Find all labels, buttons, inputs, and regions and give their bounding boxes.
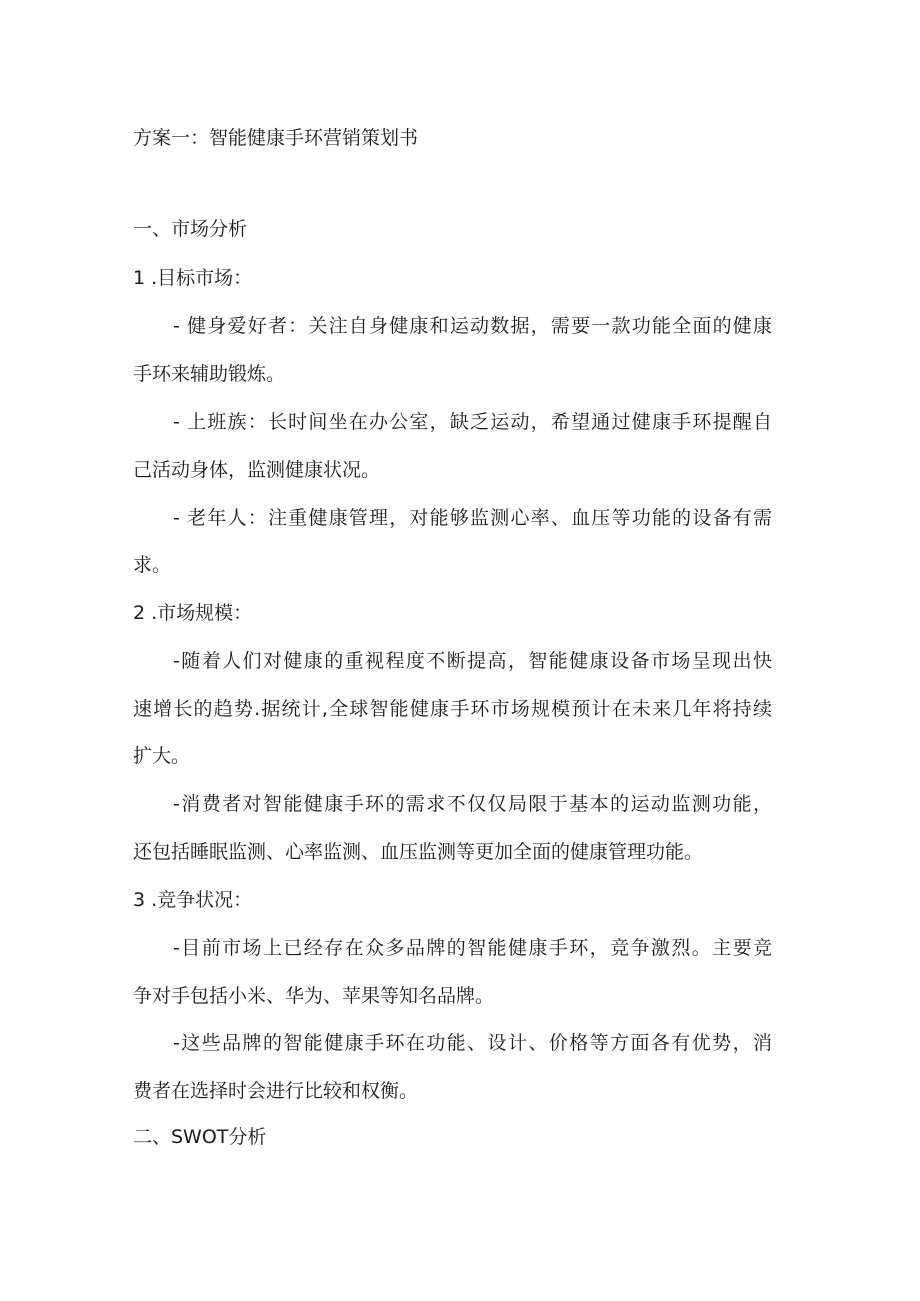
paragraph-line: -随着人们对健康的重视程度不断提高，智能健康设备市场呈现出快 bbox=[173, 650, 772, 672]
paragraph-line: 己活动身体，监测健康状况。 bbox=[133, 459, 381, 481]
paragraph-line: 费者在选择时会进行比较和权衡。 bbox=[133, 1080, 419, 1102]
subheading-competition: 3 .竞争状况： bbox=[133, 889, 253, 911]
section-heading-swot: 二、SWOT分析 bbox=[133, 1126, 267, 1148]
paragraph-line: - 上班族：长时间坐在办公室，缺乏运动，希望通过健康手环提醒自 bbox=[173, 411, 772, 433]
paragraph-line: 求。 bbox=[133, 554, 172, 576]
paragraph-line: -消费者对智能健康手环的需求不仅仅局限于基本的运动监测功能， bbox=[173, 793, 772, 815]
paragraph-line: 扩大。 bbox=[133, 745, 191, 767]
paragraph-line: -这些品牌的智能健康手环在功能、设计、价格等方面各有优势，消 bbox=[173, 1032, 772, 1054]
paragraph-line: 争对手包括小米、华为、苹果等知名品牌。 bbox=[133, 985, 495, 1007]
paragraph-line: 手环来辅助锻炼。 bbox=[133, 363, 286, 385]
paragraph-line: -目前市场上已经存在众多品牌的智能健康手环，竞争激烈。主要竞 bbox=[173, 937, 772, 959]
paragraph-line: - 健身爱好者：关注自身健康和运动数据，需要一款功能全面的健康 bbox=[173, 315, 772, 337]
section-heading-market-analysis: 一、市场分析 bbox=[133, 218, 248, 240]
document-title: 方案一：智能健康手环营销策划书 bbox=[133, 127, 419, 149]
paragraph-line: 还包括睡眠监测、心率监测、血压监测等更加全面的健康管理功能。 bbox=[133, 841, 704, 863]
subheading-target-market: 1 .目标市场： bbox=[133, 267, 253, 289]
subheading-market-scale: 2 .市场规模： bbox=[133, 602, 253, 624]
paragraph-line: - 老年人：注重健康管理，对能够监测心率、血压等功能的设备有需 bbox=[173, 507, 772, 529]
paragraph-line: 速增长的趋势.据统计,全球智能健康手环市场规模预计在未来几年将持续 bbox=[133, 698, 772, 720]
